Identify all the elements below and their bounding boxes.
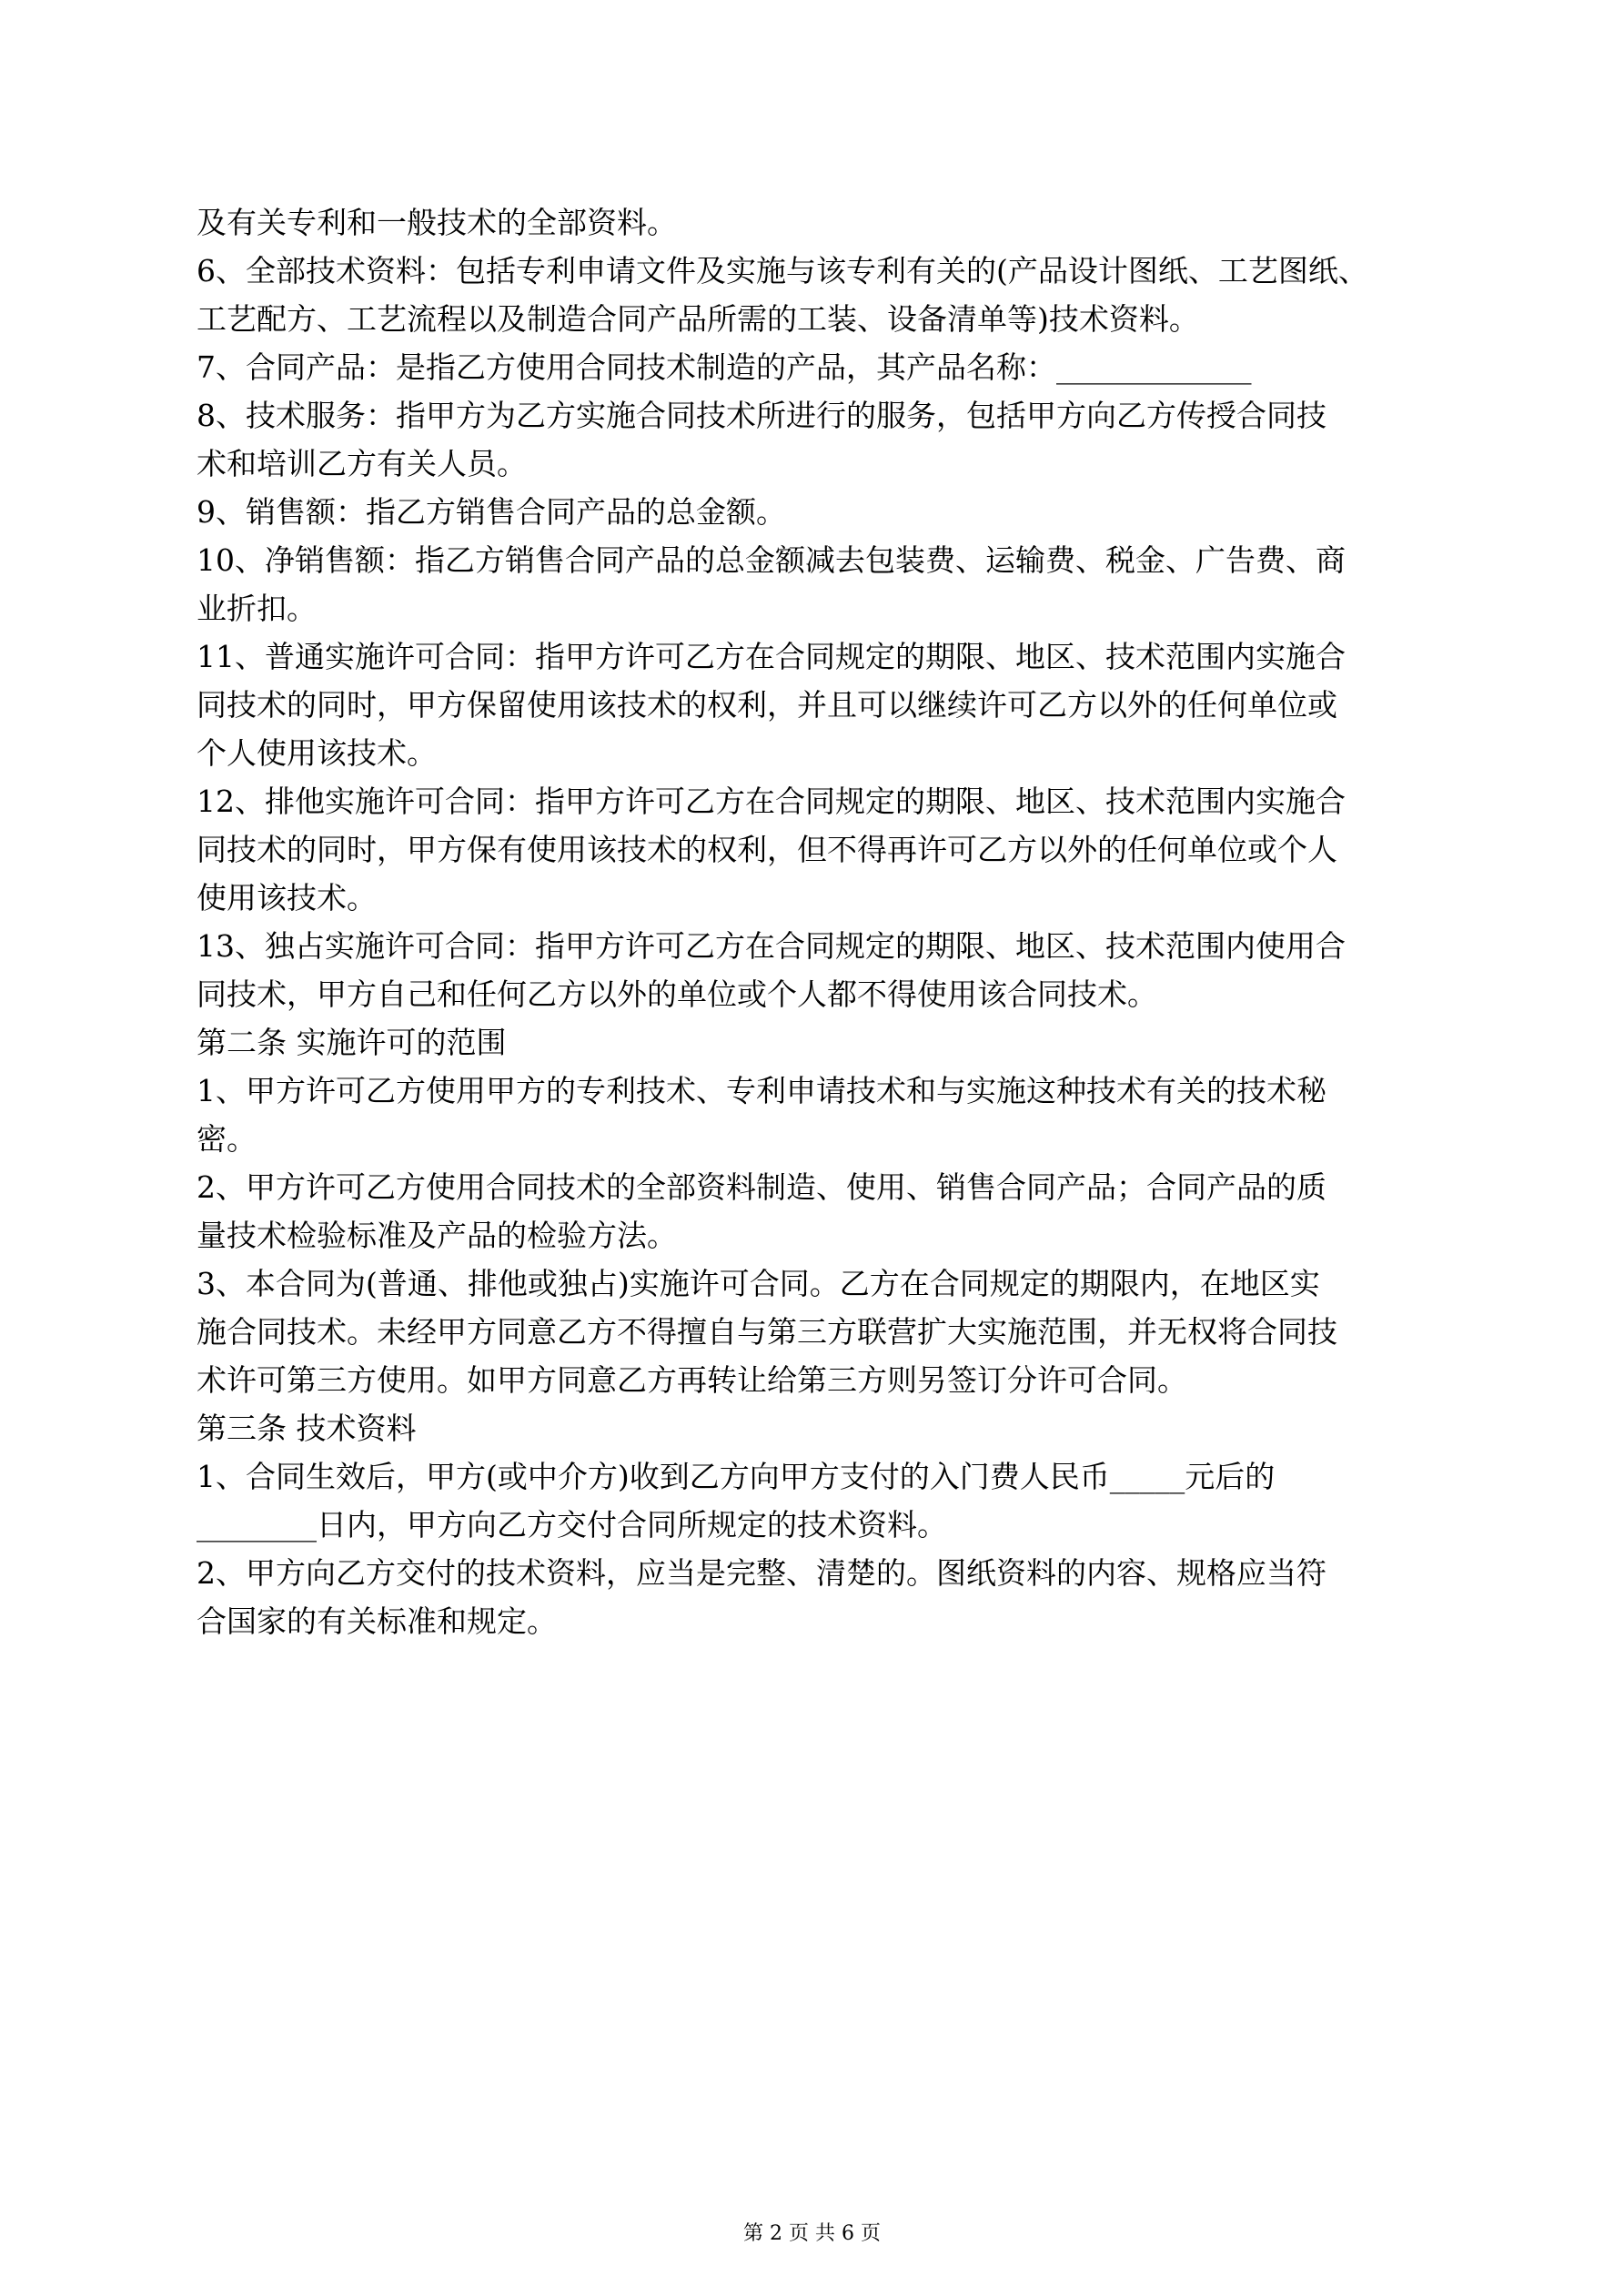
text-line: 个人使用该技术。: [197, 735, 437, 771]
text-line: 13、独占实施许可合同：指甲方许可乙方在合同规定的期限、地区、技术范围内使用合: [197, 928, 1346, 964]
text-line: 1、甲方许可乙方使用甲方的专利技术、专利申请技术和与实施这种技术有关的技术秘: [197, 1073, 1326, 1108]
text-line: 6、全部技术资料：包括专利申请文件及实施与该专利有关的(产品设计图纸、工艺图纸、: [197, 253, 1368, 288]
text-line: ________日内，甲方向乙方交付合同所规定的技术资料。: [197, 1507, 947, 1542]
text-line: 7、合同产品：是指乙方使用合同技术制造的产品，其产品名称：_____________: [197, 349, 1252, 385]
text-line: 及有关专利和一般技术的全部资料。: [197, 205, 677, 240]
text-line: 同技术，甲方自己和任何乙方以外的单位或个人都不得使用该合同技术。: [197, 976, 1157, 1012]
text-line: 术许可第三方使用。如甲方同意乙方再转让给第三方则另签订分许可合同。: [197, 1362, 1187, 1398]
text-line: 12、排他实施许可合同：指甲方许可乙方在合同规定的期限、地区、技术范围内实施合: [197, 784, 1346, 819]
text-line: 2、甲方向乙方交付的技术资料，应当是完整、清楚的。图纸资料的内容、规格应当符: [197, 1555, 1326, 1591]
text-line: 合国家的有关标准和规定。: [197, 1603, 557, 1639]
page-footer: 第 2 页 共 6 页: [743, 2222, 881, 2245]
section-heading: 第三条 技术资料: [197, 1411, 417, 1446]
text-line: 3、本合同为(普通、排他或独占)实施许可合同。乙方在合同规定的期限内，在地区实: [197, 1266, 1320, 1301]
text-line: 工艺配方、工艺流程以及制造合同产品所需的工装、设备清单等)技术资料。: [197, 301, 1199, 337]
text-line: 使用该技术。: [197, 880, 377, 915]
text-line: 同技术的同时，甲方保留使用该技术的权利，并且可以继续许可乙方以外的任何单位或: [197, 687, 1337, 723]
document-body: [197, 198, 1434, 1645]
text-line: 2、甲方许可乙方使用合同技术的全部资料制造、使用、销售合同产品；合同产品的质: [197, 1169, 1326, 1205]
text-line: 量技术检验标准及产品的检验方法。: [197, 1218, 677, 1253]
text-line: 业折扣。: [197, 591, 317, 626]
text-line: 施合同技术。未经甲方同意乙方不得擅自与第三方联营扩大实施范围，并无权将合同技: [197, 1314, 1337, 1350]
text-line: 密。: [197, 1121, 257, 1157]
text-line: 11、普通实施许可合同：指甲方许可乙方在合同规定的期限、地区、技术范围内实施合: [197, 639, 1346, 674]
text-line: 10、净销售额：指乙方销售合同产品的总金额减去包装费、运输费、税金、广告费、商: [197, 542, 1346, 578]
text-line: 8、技术服务：指甲方为乙方实施合同技术所进行的服务，包括甲方向乙方传授合同技: [197, 398, 1326, 433]
text-line: 9、销售额：指乙方销售合同产品的总金额。: [197, 494, 786, 530]
text-line: 术和培训乙方有关人员。: [197, 446, 527, 481]
text-line: 1、合同生效后，甲方(或中介方)收到乙方向甲方支付的入门费人民币_____元后的: [197, 1459, 1276, 1494]
section-heading: 第二条 实施许可的范围: [197, 1025, 507, 1060]
text-line: 同技术的同时，甲方保有使用该技术的权利，但不得再许可乙方以外的任何单位或个人: [197, 832, 1337, 867]
